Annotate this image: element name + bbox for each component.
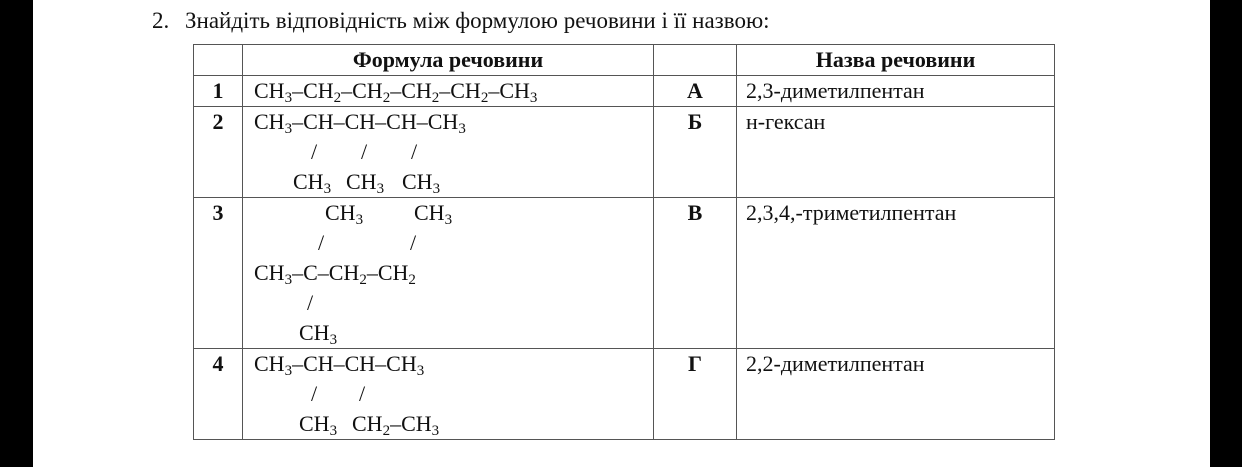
table-row <box>194 198 1055 349</box>
table-row <box>194 349 1055 440</box>
table-row <box>194 107 1055 198</box>
formula-cell <box>243 76 654 107</box>
header-name: Назва речовини <box>737 45 1055 76</box>
row-number: 3 <box>194 198 243 349</box>
formula-3-top: $CH_3$ $CH_3$ <box>325 200 453 228</box>
matching-table <box>193 44 1055 440</box>
row-number: 4 <box>194 349 243 440</box>
substance-name: 2,2-диметилпентан <box>737 349 1055 440</box>
table-header-row <box>194 45 1055 76</box>
formula-3-bonds-top: / / <box>318 230 417 255</box>
substance-name: 2,3,4,-триметилпентан <box>737 198 1055 349</box>
formula-2-substituents: $CH_3$ $CH_3$ $CH_3$ <box>293 169 441 197</box>
table-row <box>194 76 1055 107</box>
formula-1: $CH_3-CH_2-CH_2-CH_2-CH_2-CH_3$ <box>254 78 538 106</box>
task-heading <box>152 6 770 36</box>
formula-cell <box>243 349 654 440</box>
answer-letter: Г <box>654 349 737 440</box>
substance-name: 2,3-диметилпентан <box>737 76 1055 107</box>
header-num <box>194 45 243 76</box>
formula-4-substituents: $CH_3$ $CH_2-CH_3$ <box>299 411 440 439</box>
task-number: 2. <box>152 8 170 33</box>
row-number: 2 <box>194 107 243 198</box>
formula-4-main: $CH_3-CH-CH-CH_3$ <box>254 351 425 379</box>
formula-3-bottom: $CH_3$ <box>299 320 338 348</box>
formula-3-bonds-bottom: / <box>307 290 314 315</box>
formula-2-bonds: / / / <box>311 139 418 164</box>
substance-name: н-гексан <box>737 107 1055 198</box>
task-text: Знайдіть відповідність між формулою речовини і її назвою: <box>185 8 770 33</box>
answer-letter: А <box>654 76 737 107</box>
header-formula: Формула речовини <box>243 45 654 76</box>
formula-cell <box>243 198 654 349</box>
row-number: 1 <box>194 76 243 107</box>
formula-4-bonds: / / <box>311 381 366 406</box>
answer-letter: Б <box>654 107 737 198</box>
formula-cell <box>243 107 654 198</box>
header-letter <box>654 45 737 76</box>
formula-2-main: $CH_3-CH-CH-CH-CH_3$ <box>254 109 466 137</box>
formula-3-main: $CH_3-C-CH_2-CH_2$ <box>254 260 416 288</box>
answer-letter: В <box>654 198 737 349</box>
